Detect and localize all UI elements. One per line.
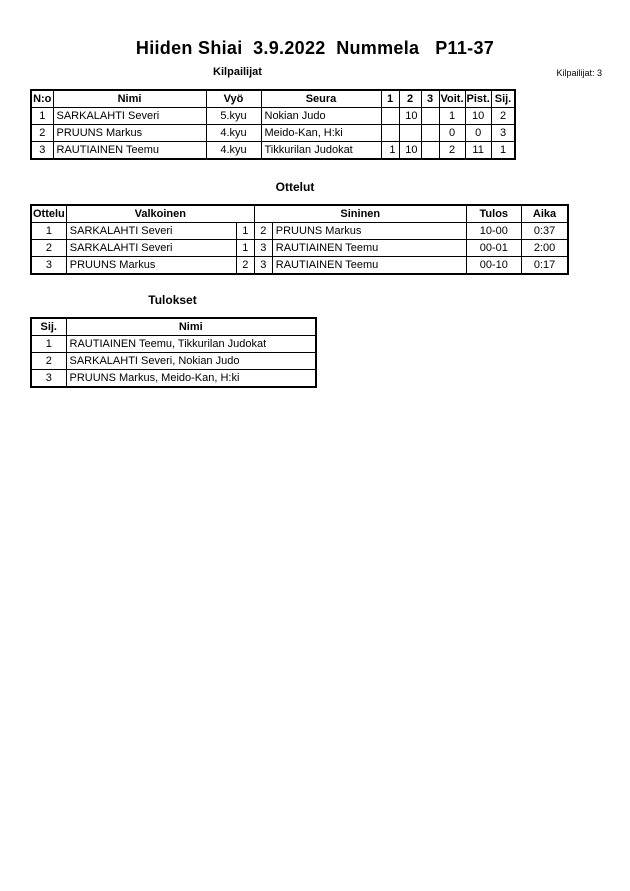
header-pist: Pist. <box>465 90 491 108</box>
cell-sininen: PRUUNS Markus <box>272 223 466 240</box>
cell-round-3 <box>421 125 439 142</box>
header-seura: Seura <box>261 90 381 108</box>
cell-round-1: 1 <box>381 142 399 160</box>
cell-no: 2 <box>31 125 53 142</box>
cell-round-1 <box>381 108 399 125</box>
header-voit: Voit. <box>439 90 465 108</box>
cell-round-2 <box>399 125 421 142</box>
table-row <box>31 142 515 160</box>
table-row <box>31 370 316 388</box>
table-header-row <box>31 318 316 336</box>
cell-valkoinen: SARKALAHTI Severi <box>66 223 236 240</box>
section-title-ottelut: Ottelut <box>275 180 315 194</box>
cell-pist: 0 <box>465 125 491 142</box>
cell-round-3 <box>421 142 439 160</box>
header-sininen: Sininen <box>254 205 466 223</box>
kilpailijat-table <box>30 89 516 160</box>
section-title-tulokset: Tulokset <box>148 293 197 307</box>
header-round-3: 3 <box>421 90 439 108</box>
cell-aika: 2:00 <box>521 240 568 257</box>
cell-sij: 2 <box>491 108 515 125</box>
cell-blue-no: 3 <box>254 257 272 275</box>
table-row <box>31 108 515 125</box>
header-no: N:o <box>31 90 53 108</box>
cell-valkoinen: SARKALAHTI Severi <box>66 240 236 257</box>
header-nimi: Nimi <box>53 90 206 108</box>
cell-pist: 11 <box>465 142 491 160</box>
table-row <box>31 223 568 240</box>
cell-blue-no: 2 <box>254 223 272 240</box>
header-sij: Sij. <box>31 318 66 336</box>
cell-voit: 0 <box>439 125 465 142</box>
ottelut-table <box>30 204 569 275</box>
cell-vyo: 4.kyu <box>206 142 261 160</box>
page-title: Hiiden Shiai 3.9.2022 Nummela P11-37 <box>135 38 495 58</box>
cell-round-2: 10 <box>399 142 421 160</box>
cell-pist: 10 <box>465 108 491 125</box>
table-header-row <box>31 205 568 223</box>
cell-nimi: RAUTIAINEN Teemu, Tikkurilan Judokat <box>66 336 316 353</box>
cell-sij: 2 <box>31 353 66 370</box>
cell-sij: 3 <box>491 125 515 142</box>
cell-tulos: 10-00 <box>466 223 521 240</box>
table-row <box>31 125 515 142</box>
cell-sininen: RAUTIAINEN Teemu <box>272 257 466 275</box>
header-valkoinen: Valkoinen <box>66 205 254 223</box>
cell-round-3 <box>421 108 439 125</box>
cell-vyo: 4.kyu <box>206 125 261 142</box>
cell-nimi: SARKALAHTI Severi <box>53 108 206 125</box>
cell-vyo: 5.kyu <box>206 108 261 125</box>
cell-aika: 0:37 <box>521 223 568 240</box>
header-round-2: 2 <box>399 90 421 108</box>
cell-seura: Nokian Judo <box>261 108 381 125</box>
cell-white-no: 1 <box>236 240 254 257</box>
cell-voit: 2 <box>439 142 465 160</box>
cell-seura: Tikkurilan Judokat <box>261 142 381 160</box>
cell-nimi: PRUUNS Markus <box>53 125 206 142</box>
cell-tulos: 00-10 <box>466 257 521 275</box>
cell-nimi: SARKALAHTI Severi, Nokian Judo <box>66 353 316 370</box>
cell-ottelu: 3 <box>31 257 66 275</box>
header-tulos: Tulos <box>466 205 521 223</box>
cell-ottelu: 2 <box>31 240 66 257</box>
section-title-kilpailijat: Kilpailijat <box>213 66 262 78</box>
cell-nimi: RAUTIAINEN Teemu <box>53 142 206 160</box>
cell-sininen: RAUTIAINEN Teemu <box>272 240 466 257</box>
cell-blue-no: 3 <box>254 240 272 257</box>
cell-white-no: 2 <box>236 257 254 275</box>
header-aika: Aika <box>521 205 568 223</box>
cell-sij: 1 <box>31 336 66 353</box>
cell-voit: 1 <box>439 108 465 125</box>
cell-valkoinen: PRUUNS Markus <box>66 257 236 275</box>
header-nimi: Nimi <box>66 318 316 336</box>
tulokset-table <box>30 317 317 388</box>
cell-sij: 3 <box>31 370 66 388</box>
header-vyo: Vyö <box>206 90 261 108</box>
table-header-row <box>31 90 515 108</box>
competitors-count: Kilpailijat: 3 <box>556 68 602 78</box>
header-sij: Sij. <box>491 90 515 108</box>
cell-nimi: PRUUNS Markus, Meido-Kan, H:ki <box>66 370 316 388</box>
cell-seura: Meido-Kan, H:ki <box>261 125 381 142</box>
cell-aika: 0:17 <box>521 257 568 275</box>
table-row <box>31 336 316 353</box>
table-row <box>31 257 568 275</box>
cell-no: 1 <box>31 108 53 125</box>
cell-ottelu: 1 <box>31 223 66 240</box>
header-ottelu: Ottelu <box>31 205 66 223</box>
cell-no: 3 <box>31 142 53 160</box>
cell-sij: 1 <box>491 142 515 160</box>
header-round-1: 1 <box>381 90 399 108</box>
table-row <box>31 240 568 257</box>
cell-round-2: 10 <box>399 108 421 125</box>
table-row <box>31 353 316 370</box>
cell-white-no: 1 <box>236 223 254 240</box>
cell-round-1 <box>381 125 399 142</box>
cell-tulos: 00-01 <box>466 240 521 257</box>
